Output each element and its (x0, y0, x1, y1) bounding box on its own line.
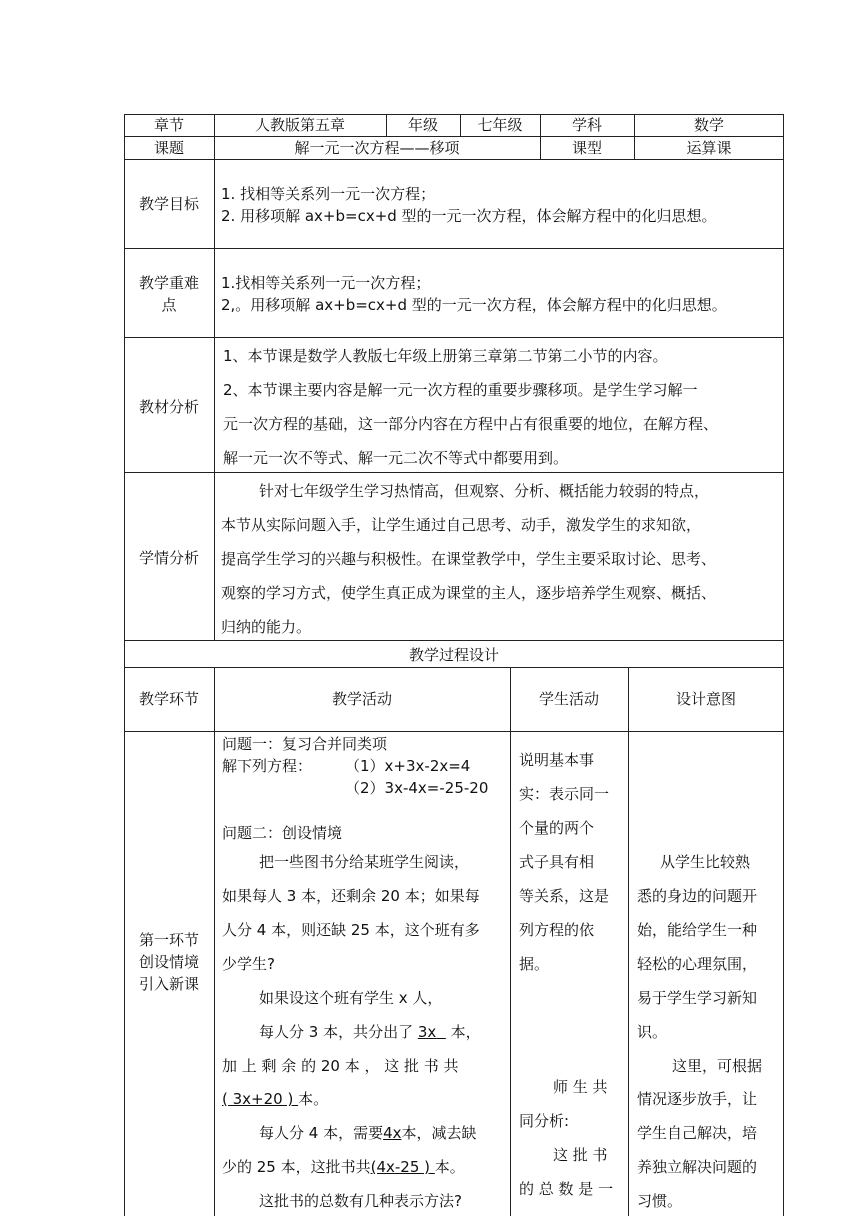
key-points-label-2: 点 (161, 296, 177, 314)
col-stage-header: 教学环节 (138, 690, 199, 708)
col-student-header: 学生活动 (538, 690, 599, 708)
answer-blank: 4x (383, 1124, 402, 1142)
stage1-label: 引入新课 (138, 975, 199, 993)
students-line: 本节从实际问题入手，让学生通过自己思考、动手，激发学生的求知欲， (221, 516, 702, 534)
student-line: 这 批 书 (553, 1146, 608, 1164)
fill-line-b: 加 上 剩 余 的 20 本 ， 这 批 书 共 (222, 1057, 459, 1075)
students-line: 归纳的能力。 (221, 618, 312, 636)
objectives-label: 教学目标 (138, 195, 199, 213)
subject-value: 数学 (693, 116, 724, 134)
type-value: 运算课 (686, 139, 732, 157)
student-line: 个量的两个 (519, 819, 595, 837)
text-segment: 每人分 3 本，共分出了 (259, 1023, 414, 1041)
student-line: 的 总 数 是 一 (519, 1180, 614, 1198)
student-line: 同分析: (519, 1112, 570, 1130)
col-intent-header: 设计意图 (675, 690, 736, 708)
objective-item: 2. 用移项解 ax+b=cx+d 型的一元一次方程，体会解方程中的化归思想。 (221, 207, 717, 225)
blank-pad (436, 1023, 446, 1041)
student-line: 等关系，这是 (519, 887, 610, 905)
subject-label: 学科 (571, 116, 602, 134)
material-line: 元一次方程的基础，这一部分内容在方程中占有很重要的地位，在解方程、 (223, 415, 719, 433)
stage1-label: 第一环节 (138, 931, 199, 949)
students-line: 观察的学习方式，使学生真正成为课堂的主人，逐步培养学生观察、概括、 (221, 584, 717, 602)
topic-label: 课题 (153, 139, 184, 157)
student-line: 实：表示同一 (519, 785, 610, 803)
problem-line: 把一些图书分给某班学生阅读， (259, 853, 470, 871)
intent-line: 从学生比较熟 (660, 853, 751, 871)
student-line: 师 生 共 (553, 1078, 608, 1096)
text-segment: 少的 25 本，这批书共 (222, 1158, 371, 1176)
student-line: 说明基本事 (519, 751, 595, 769)
fill-line-c (222, 1089, 328, 1109)
text-segment: 本。 (298, 1090, 329, 1108)
students-line: 提高学生学习的兴趣与积极性。在课堂教学中，学生主要采取讨论、思考、 (221, 550, 717, 568)
fill-line-e (222, 1157, 465, 1177)
student-line: 列方程的依 (519, 921, 595, 939)
problem-line: 少学生? (222, 955, 275, 973)
answer-blank: ( 3x+20 ) (222, 1090, 299, 1108)
intent-line: 这里，可根据 (672, 1057, 763, 1075)
assume-line: 如果设这个班有学生 x 人， (259, 989, 443, 1007)
intent-line: 易于学生学习新知 (637, 989, 758, 1007)
text-segment: 每人分 4 本，需要 (259, 1124, 384, 1142)
chapter-label: 章节 (153, 116, 184, 134)
equation: （1）x+3x-2x=4 (345, 757, 471, 775)
process-title: 教学过程设计 (408, 646, 499, 664)
student-line: 据。 (519, 955, 550, 973)
students-line: 针对七年级学生学习热情高，但观察、分析、概括能力较弱的特点， (259, 482, 710, 500)
problem-line: 如果每人 3 本，还剩余 20 本；如果每 (222, 887, 480, 905)
stage1-label: 创设情境 (138, 953, 199, 971)
students-label: 学情分析 (138, 549, 199, 567)
q1-intro: 解下列方程： (222, 757, 313, 775)
student-line: 式子具有相 (519, 853, 595, 871)
key-points-label-1: 教学重难 (138, 274, 199, 292)
equation: （2）3x-4x=-25-20 (345, 779, 489, 797)
intent-line: 情况逐步放手，让 (637, 1090, 758, 1108)
col-teacher-header: 教学活动 (331, 690, 392, 708)
intent-line: 学生自己解决，培 (637, 1124, 758, 1142)
answer-blank: 3x (417, 1023, 437, 1041)
grade-value: 七年级 (477, 116, 523, 134)
material-line: 1、本节课是数学人教版七年级上册第三章第二节第二小节的内容。 (223, 347, 668, 365)
intent-line: 养独立解决问题的 (637, 1158, 758, 1176)
answer-blank: (4x-25 ) (370, 1158, 435, 1176)
intent-line: 习惯。 (637, 1192, 683, 1210)
text-segment: 本， (450, 1023, 481, 1041)
material-line: 解一元一次不等式、解一元二次不等式中都要用到。 (223, 449, 569, 467)
q1-title: 问题一：复习合并同类项 (222, 735, 388, 753)
intent-line: 始，能给学生一种 (637, 921, 758, 939)
text-segment: 本，减去缺 (401, 1124, 477, 1142)
key-point-item: 1.找相等关系列一元一次方程； (221, 274, 431, 292)
q2-title: 问题二：创设情境 (222, 824, 343, 842)
intent-line: 轻松的心理氛围， (637, 955, 758, 973)
chapter-value: 人教版第五章 (254, 116, 345, 134)
type-label: 课型 (571, 139, 602, 157)
text-segment: 本。 (434, 1158, 465, 1176)
material-line: 2、本节课主要内容是解一元一次方程的重要步骤移项。是学生学习解一 (223, 381, 698, 399)
fill-line-d (259, 1123, 477, 1143)
grade-label: 年级 (407, 116, 438, 134)
problem-line: 人分 4 本，则还缺 25 本，这个班有多 (222, 921, 480, 939)
intent-line: 悉的身边的问题开 (637, 887, 758, 905)
topic-value: 解一元一次方程——移项 (294, 139, 460, 157)
fill-line-a (259, 1022, 481, 1042)
intent-line: 识。 (637, 1023, 668, 1041)
objective-item: 1. 找相等关系列一元一次方程； (221, 185, 436, 203)
material-label: 教材分析 (138, 398, 199, 416)
fill-line-f: 这批书的总数有几种表示方法? (259, 1192, 462, 1210)
key-point-item: 2,。用移项解 ax+b=cx+d 型的一元一次方程，体会解方程中的化归思想。 (221, 296, 727, 314)
